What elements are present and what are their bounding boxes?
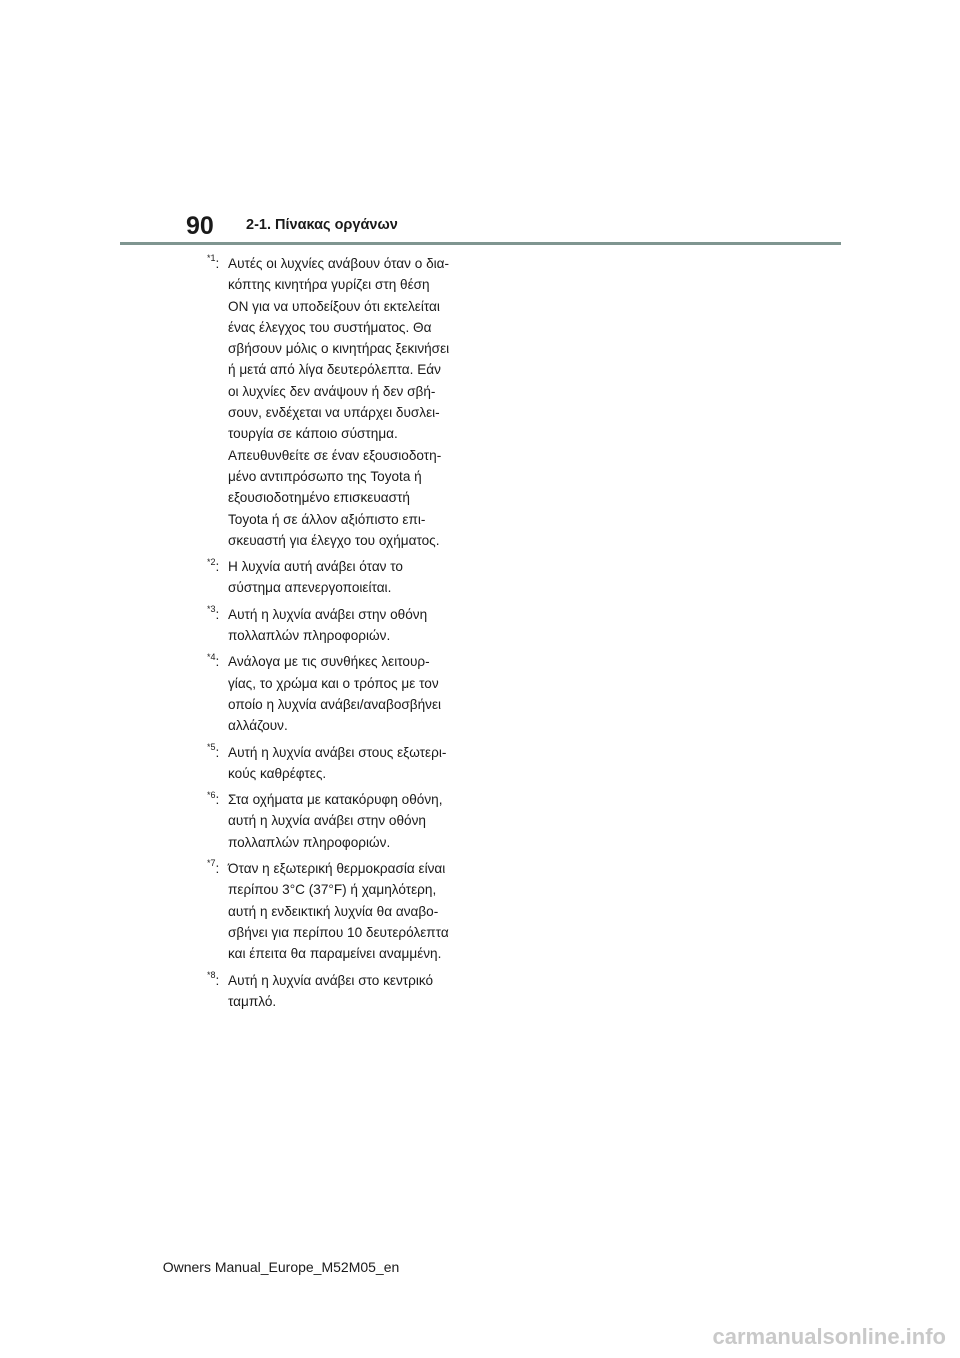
footnote-text-line: κόπτης κινητήρα γυρίζει στη θέση	[228, 277, 430, 293]
footnote-text-line: Αυτή η λυχνία ανάβει στην οθόνη	[228, 606, 428, 622]
footnote-marker-number: *2	[207, 556, 216, 567]
footnote-item	[207, 789, 477, 853]
footnote-marker: $^{*1}$:	[207, 253, 220, 271]
footnote-marker: $^{*3}$:	[207, 604, 220, 622]
footnote-marker-number: *4	[207, 651, 216, 662]
header-divider	[120, 242, 841, 245]
footnote-text-line: οποίο η λυχνία ανάβει/αναβοσβήνει	[228, 696, 442, 712]
footnote-marker-number: *6	[207, 789, 216, 800]
footnote-text-line: πολλαπλών πληροφοριών.	[228, 628, 391, 644]
footnote-marker-number: *5	[207, 742, 216, 752]
footnote-item	[207, 556, 477, 599]
watermark-logo: carmanualsonline.info	[712, 1324, 946, 1349]
footnote-marker: $^{*7}$:	[207, 858, 220, 877]
footnote-text-line: και έπειτα θα παραμείνει αναμμένη.	[228, 946, 442, 962]
footnote-text-line: ένας έλεγχος του συστήματος. Θα	[228, 319, 432, 335]
footnote-text-line: πολλαπλών πληροφοριών.	[228, 834, 391, 850]
footer-manual-id: Owners Manual_Europe_M52M05_en	[162, 1259, 400, 1275]
footnote-text-line: Όταν η εξωτερική θερμοκρασία είναι	[228, 861, 446, 877]
footnote-text-line: αυτή η λυχνία ανάβει στην οθόνη	[228, 813, 426, 829]
footnote-text-line: σκευαστή για έλεγχο του οχήματος.	[228, 532, 440, 548]
footnote-item	[207, 604, 477, 647]
footnote-marker-number: *7	[207, 858, 216, 869]
section-title: 2-1. Πίνακας οργάνων	[246, 217, 398, 233]
footnote-marker: $^{*8}$:	[207, 969, 220, 988]
footnote-text-line: αλλάζουν.	[228, 718, 288, 734]
footnote-text-line: γίας, το χρώμα και ο τρόπος με τον	[228, 675, 439, 691]
footnote-text-line: Η λυχνία αυτή ανάβει όταν το	[228, 559, 403, 575]
footnote-text-line: μένο αντιπρόσωπο της Toyota ή	[228, 468, 422, 484]
footnote-text-line: Αυτή η λυχνία ανάβει στο κεντρικό	[228, 972, 434, 988]
footnote-text-line: σβήνει για περίπου 10 δευτερόλεπτα	[228, 924, 449, 940]
page-number: 90	[186, 212, 214, 240]
footnote-marker: $^{*6}$:	[207, 789, 220, 808]
footnote-text-line: Ανάλογα με τις συνθήκες λειτουρ-	[228, 654, 430, 670]
footnote-marker: $^{*4}$:	[207, 651, 220, 670]
footnote-text-line: ON για να υποδείξουν ότι εκτελείται	[228, 298, 440, 314]
footnote-text-line: σουν, ενδέχεται να υπάρχει δυσλει-	[228, 405, 440, 421]
footnote-text-line: Απευθυνθείτε σε έναν εξουσιοδοτη-	[228, 447, 442, 463]
footnote-text-line: Αυτές οι λυχνίες ανάβουν όταν ο δια-	[228, 256, 450, 271]
footnote-item	[207, 970, 477, 1013]
footnote-text-line: ταμπλό.	[228, 993, 277, 1009]
footnote-text-line: περίπου 3°C (37°F) ή χαμηλότερη,	[228, 882, 437, 898]
footnote-text-line: Αυτή η λυχνία ανάβει στους εξωτερι-	[228, 744, 447, 760]
footnote-text-line: κούς καθρέφτες.	[228, 765, 327, 781]
footnote-text-line: σύστημα απενεργοποιείται.	[228, 580, 392, 596]
footnote-marker: $^{*2}$:	[207, 556, 220, 575]
footnote-text-line: ή μετά από λίγα δευτερόλεπτα. Εάν	[228, 362, 441, 378]
footnote-list	[207, 253, 477, 1017]
footnote-marker-number: *8	[207, 969, 216, 980]
footnote-text-line: οι λυχνίες δεν ανάψουν ή δεν σβή-	[228, 383, 436, 399]
footnote-marker-number: *3	[207, 604, 216, 615]
footnote-marker: $^{*5}$:	[207, 742, 220, 760]
footnote-text-line: Toyota ή σε άλλον αξιόπιστο επι-	[228, 511, 426, 527]
footnote-item	[207, 742, 477, 785]
footnote-text-line: εξουσιοδοτημένο επισκευαστή	[228, 490, 410, 506]
footnote-text-line: Στα οχήματα με κατακόρυφη οθόνη,	[228, 792, 443, 808]
footnote-text-line: τουργία σε κάποιο σύστημα.	[228, 426, 398, 442]
footnote-item	[207, 651, 477, 736]
footnote-text-line: αυτή η ενδεικτική λυχνία θα αναβο-	[228, 903, 439, 919]
footnote-item	[207, 858, 477, 964]
footnote-text-line: σβήσουν μόλις ο κινητήρας ξεκινήσει	[228, 341, 450, 357]
footnote-item	[207, 253, 477, 551]
footnote-marker-number: *1	[207, 253, 216, 264]
